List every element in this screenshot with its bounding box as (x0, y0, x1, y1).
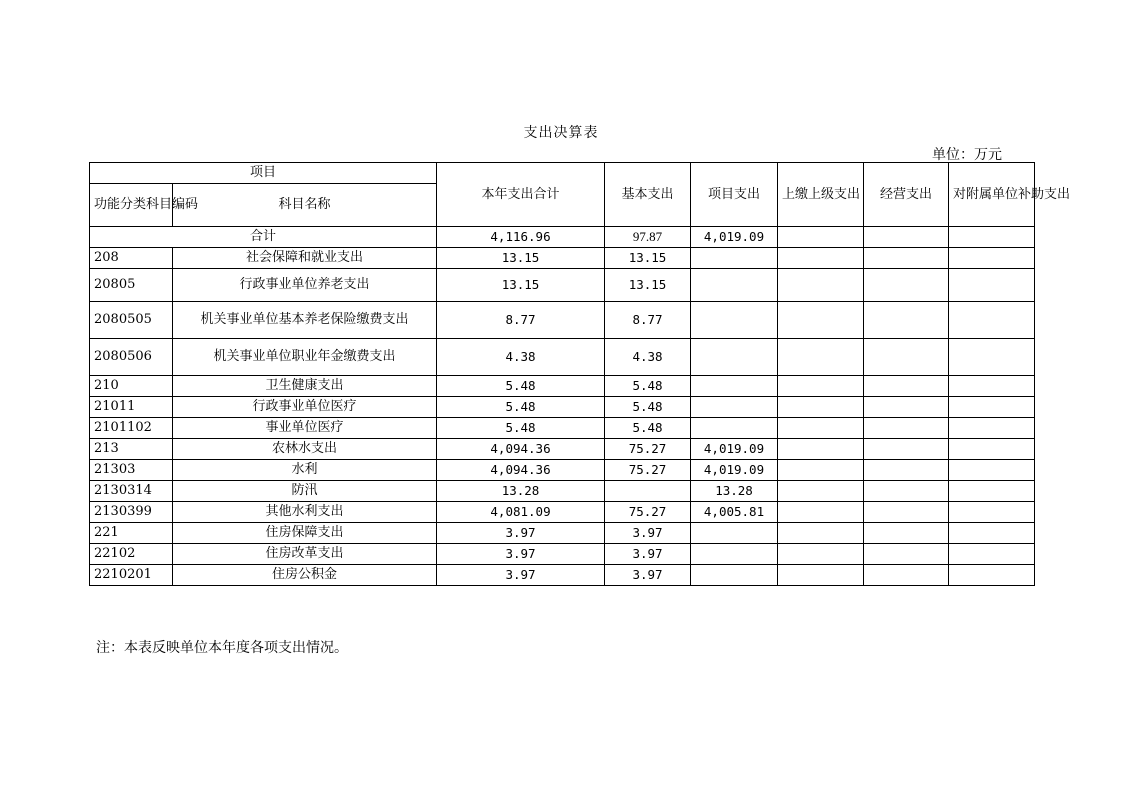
row-total: 13.28 (437, 481, 605, 502)
header-project: 项目支出 (691, 163, 778, 227)
row-code: 2130314 (90, 481, 173, 502)
row-total: 5.48 (437, 376, 605, 397)
total-amount: 4,116.96 (437, 227, 605, 248)
row-subsidy (949, 523, 1035, 544)
row-total: 3.97 (437, 565, 605, 586)
header-item: 项目 (90, 163, 437, 184)
row-project (691, 565, 778, 586)
row-subsidy (949, 376, 1035, 397)
table-row (90, 397, 1035, 418)
row-name: 防汛 (173, 481, 437, 502)
table-row (90, 376, 1035, 397)
row-upper (778, 523, 864, 544)
row-basic (605, 481, 691, 502)
row-total: 13.15 (437, 269, 605, 302)
row-project: 4,019.09 (691, 439, 778, 460)
row-subsidy (949, 269, 1035, 302)
row-upper (778, 269, 864, 302)
row-total: 4,094.36 (437, 460, 605, 481)
row-business (864, 376, 949, 397)
row-code: 210 (90, 376, 173, 397)
row-project (691, 418, 778, 439)
row-total: 4.38 (437, 339, 605, 376)
row-total: 3.97 (437, 544, 605, 565)
header-upper: 上缴上级支出 (778, 163, 864, 227)
row-code: 2210201 (90, 565, 173, 586)
row-name: 机关事业单位职业年金缴费支出 (173, 339, 437, 376)
row-subsidy (949, 339, 1035, 376)
row-code: 22102 (90, 544, 173, 565)
row-name: 卫生健康支出 (173, 376, 437, 397)
row-basic: 75.27 (605, 502, 691, 523)
row-upper (778, 439, 864, 460)
table-row (90, 339, 1035, 376)
table-row (90, 248, 1035, 269)
row-name: 水利 (173, 460, 437, 481)
row-business (864, 544, 949, 565)
row-business (864, 248, 949, 269)
row-upper (778, 302, 864, 339)
table-row (90, 544, 1035, 565)
row-total: 4,094.36 (437, 439, 605, 460)
row-project (691, 339, 778, 376)
row-name: 事业单位医疗 (173, 418, 437, 439)
row-business (864, 481, 949, 502)
table-row (90, 481, 1035, 502)
row-total: 5.48 (437, 397, 605, 418)
row-subsidy (949, 565, 1035, 586)
total-project: 4,019.09 (691, 227, 778, 248)
row-business (864, 339, 949, 376)
row-name: 其他水利支出 (173, 502, 437, 523)
table-row (90, 418, 1035, 439)
row-code: 208 (90, 248, 173, 269)
table-row (90, 302, 1035, 339)
row-project: 13.28 (691, 481, 778, 502)
total-subsidy (949, 227, 1035, 248)
row-code: 2080505 (90, 302, 173, 339)
table-row (90, 565, 1035, 586)
row-subsidy (949, 439, 1035, 460)
row-basic: 5.48 (605, 397, 691, 418)
row-basic: 5.48 (605, 376, 691, 397)
row-business (864, 418, 949, 439)
row-basic: 4.38 (605, 339, 691, 376)
row-name: 住房公积金 (173, 565, 437, 586)
header-code: 功能分类科目编码 (90, 184, 173, 227)
row-name: 机关事业单位基本养老保险缴费支出 (173, 302, 437, 339)
total-row (90, 227, 1035, 248)
row-name: 行政事业单位养老支出 (173, 269, 437, 302)
header-name: 科目名称 (173, 184, 437, 227)
row-total: 8.77 (437, 302, 605, 339)
unit-label: 单位：万元 (932, 147, 1002, 163)
row-basic: 3.97 (605, 523, 691, 544)
footnote: 注：本表反映单位本年度各项支出情况。 (96, 640, 348, 656)
row-upper (778, 418, 864, 439)
row-upper (778, 481, 864, 502)
row-basic: 8.77 (605, 302, 691, 339)
row-business (864, 397, 949, 418)
row-code: 2101102 (90, 418, 173, 439)
table-row (90, 439, 1035, 460)
row-subsidy (949, 502, 1035, 523)
header-total: 本年支出合计 (437, 163, 605, 227)
row-subsidy (949, 544, 1035, 565)
total-upper (778, 227, 864, 248)
row-name: 住房改革支出 (173, 544, 437, 565)
row-project (691, 302, 778, 339)
table-row (90, 502, 1035, 523)
row-total: 3.97 (437, 523, 605, 544)
row-code: 2130399 (90, 502, 173, 523)
row-code: 2080506 (90, 339, 173, 376)
header-basic: 基本支出 (605, 163, 691, 227)
header-business: 经营支出 (864, 163, 949, 227)
row-upper (778, 502, 864, 523)
row-upper (778, 376, 864, 397)
row-upper (778, 339, 864, 376)
row-basic: 3.97 (605, 544, 691, 565)
expenditure-table (89, 162, 1071, 586)
row-basic: 5.48 (605, 418, 691, 439)
row-project (691, 248, 778, 269)
header-subsidy: 对附属单位补助支出 (949, 163, 1035, 227)
row-project (691, 376, 778, 397)
row-subsidy (949, 248, 1035, 269)
row-code: 21011 (90, 397, 173, 418)
row-basic: 3.97 (605, 565, 691, 586)
row-total: 13.15 (437, 248, 605, 269)
row-subsidy (949, 481, 1035, 502)
row-total: 5.48 (437, 418, 605, 439)
row-code: 213 (90, 439, 173, 460)
row-project (691, 544, 778, 565)
row-business (864, 302, 949, 339)
row-subsidy (949, 397, 1035, 418)
row-total: 4,081.09 (437, 502, 605, 523)
row-code: 21303 (90, 460, 173, 481)
row-business (864, 565, 949, 586)
page-title: 支出决算表 (523, 125, 599, 141)
row-basic: 13.15 (605, 248, 691, 269)
row-basic: 75.27 (605, 460, 691, 481)
row-name: 行政事业单位医疗 (173, 397, 437, 418)
row-subsidy (949, 302, 1035, 339)
total-label: 合计 (90, 227, 437, 248)
row-business (864, 460, 949, 481)
row-business (864, 439, 949, 460)
table-row (90, 523, 1035, 544)
row-upper (778, 460, 864, 481)
row-code: 221 (90, 523, 173, 544)
row-upper (778, 397, 864, 418)
row-subsidy (949, 418, 1035, 439)
row-name: 社会保障和就业支出 (173, 248, 437, 269)
row-upper (778, 544, 864, 565)
row-basic: 13.15 (605, 269, 691, 302)
row-project (691, 269, 778, 302)
row-upper (778, 248, 864, 269)
row-name: 农林水支出 (173, 439, 437, 460)
row-name: 住房保障支出 (173, 523, 437, 544)
row-code: 20805 (90, 269, 173, 302)
row-basic: 75.27 (605, 439, 691, 460)
row-project (691, 397, 778, 418)
total-basic: 97.87 (605, 227, 691, 248)
row-project: 4,019.09 (691, 460, 778, 481)
table-row (90, 460, 1035, 481)
row-project: 4,005.81 (691, 502, 778, 523)
row-business (864, 502, 949, 523)
row-upper (778, 565, 864, 586)
row-project (691, 523, 778, 544)
row-subsidy (949, 460, 1035, 481)
row-business (864, 269, 949, 302)
table-row (90, 269, 1035, 302)
row-business (864, 523, 949, 544)
total-business (864, 227, 949, 248)
